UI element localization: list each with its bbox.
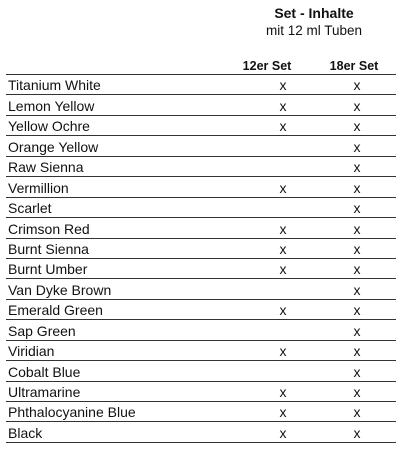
table-row — [6, 177, 396, 197]
set12-mark-cell — [234, 320, 318, 340]
set12-mark-cell — [234, 136, 318, 156]
set18-mark-cell: x — [318, 402, 396, 422]
set18-mark-cell: x — [318, 136, 396, 156]
color-name-cell: Viridian — [6, 340, 234, 360]
color-name-cell: Lemon Yellow — [6, 95, 234, 115]
column-header-18er-set: 18er Set — [329, 59, 379, 73]
color-name-cell: Crimson Red — [6, 218, 234, 238]
table-row — [6, 95, 396, 115]
color-name-cell: Yellow Ochre — [6, 115, 234, 135]
set18-mark-cell: x — [318, 320, 396, 340]
column-header-12er-set: 12er Set — [242, 59, 292, 73]
table-row — [6, 115, 396, 135]
table-row — [6, 156, 396, 176]
set18-mark-cell: x — [318, 381, 396, 401]
table-body — [6, 75, 396, 443]
set18-mark-cell: x — [318, 279, 396, 299]
color-name-cell: Burnt Umber — [6, 258, 234, 278]
color-name-cell: Van Dyke Brown — [6, 279, 234, 299]
set18-mark-cell: x — [318, 258, 396, 278]
table-title: Set - Inhalte — [274, 5, 354, 21]
color-name-cell: Sap Green — [6, 320, 234, 340]
set12-mark-cell: x — [234, 95, 318, 115]
set12-mark-cell — [234, 279, 318, 299]
table-row — [6, 218, 396, 238]
set18-mark-cell: x — [318, 177, 396, 197]
set12-mark-cell: x — [234, 422, 318, 442]
color-name-cell: Orange Yellow — [6, 136, 234, 156]
table-row — [6, 279, 396, 299]
set18-mark-cell: x — [318, 238, 396, 258]
color-name-cell: Scarlet — [6, 197, 234, 217]
set12-mark-cell: x — [234, 75, 318, 95]
color-name-cell: Titanium White — [6, 75, 234, 95]
set18-mark-cell: x — [318, 75, 396, 95]
set18-mark-cell: x — [318, 197, 396, 217]
set12-mark-cell: x — [234, 258, 318, 278]
set12-mark-cell: x — [234, 177, 318, 197]
table-row — [6, 299, 396, 319]
set12-mark-cell: x — [234, 218, 318, 238]
set18-mark-cell: x — [318, 422, 396, 442]
color-name-cell: Emerald Green — [6, 299, 234, 319]
set18-mark-cell: x — [318, 340, 396, 360]
table-row — [6, 402, 396, 422]
color-name-cell: Cobalt Blue — [6, 361, 234, 381]
color-name-cell: Burnt Sienna — [6, 238, 234, 258]
set12-mark-cell: x — [234, 238, 318, 258]
set18-mark-cell: x — [318, 115, 396, 135]
table-row — [6, 381, 396, 401]
set18-mark-cell: x — [318, 95, 396, 115]
color-name-cell: Vermillion — [6, 177, 234, 197]
set12-mark-cell: x — [234, 340, 318, 360]
set12-mark-cell — [234, 197, 318, 217]
table-row — [6, 238, 396, 258]
table-row — [6, 136, 396, 156]
table-row — [6, 258, 396, 278]
table-row — [6, 422, 396, 442]
table-row — [6, 320, 396, 340]
set12-mark-cell: x — [234, 115, 318, 135]
set18-mark-cell: x — [318, 299, 396, 319]
color-name-cell: Black — [6, 422, 234, 442]
table-row — [6, 197, 396, 217]
set-contents-table — [6, 74, 396, 443]
table-row — [6, 361, 396, 381]
set18-mark-cell: x — [318, 218, 396, 238]
table-subtitle: mit 12 ml Tuben — [265, 23, 363, 38]
set12-mark-cell — [234, 361, 318, 381]
table-row — [6, 75, 396, 95]
set18-mark-cell: x — [318, 361, 396, 381]
color-name-cell: Phthalocyanine Blue — [6, 402, 234, 422]
set12-mark-cell — [234, 156, 318, 176]
color-name-cell: Raw Sienna — [6, 156, 234, 176]
set18-mark-cell: x — [318, 156, 396, 176]
set12-mark-cell: x — [234, 381, 318, 401]
color-name-cell: Ultramarine — [6, 381, 234, 401]
table-row — [6, 340, 396, 360]
set12-mark-cell: x — [234, 402, 318, 422]
set12-mark-cell: x — [234, 299, 318, 319]
